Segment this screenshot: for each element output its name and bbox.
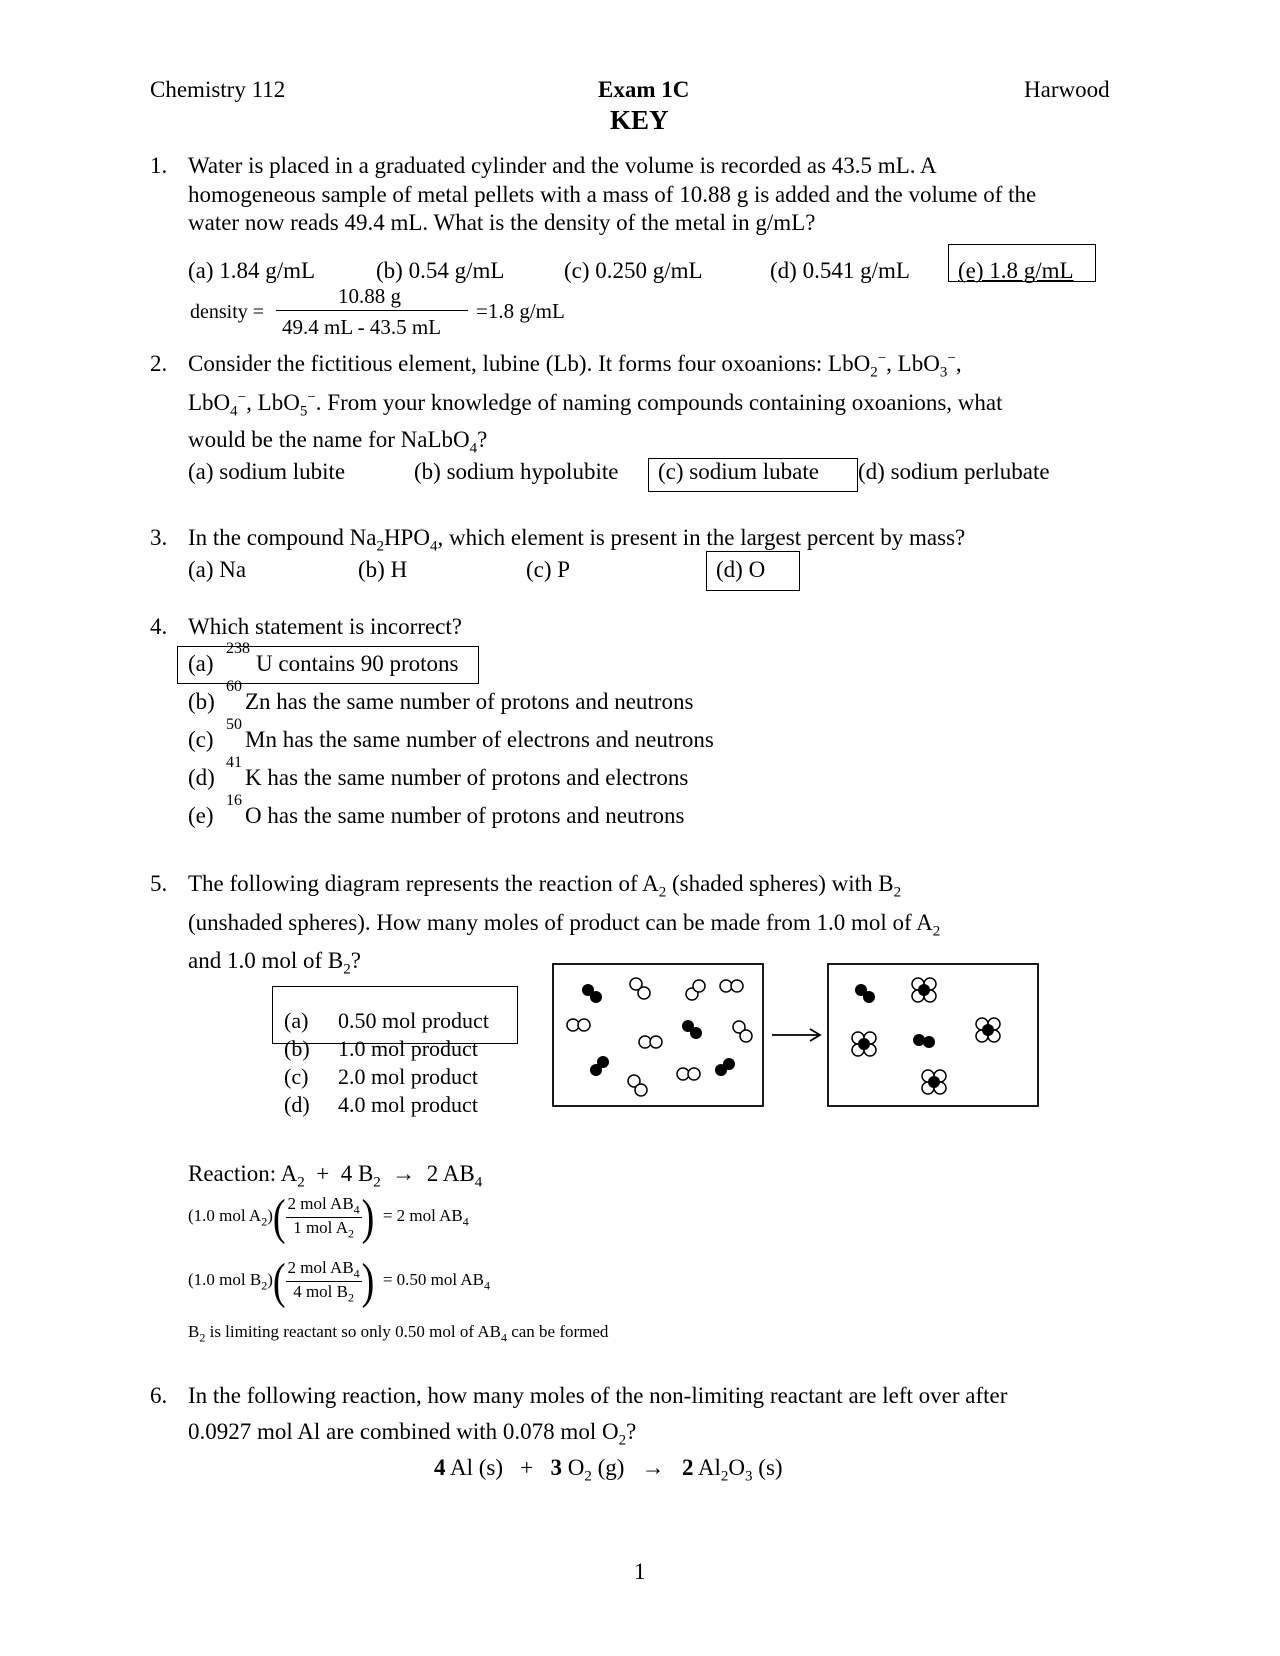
q3-choice-d: (d) O [716, 557, 766, 582]
q3-choice-a: (a) Na [188, 557, 247, 582]
q4-option-a-text: U contains 90 protons [256, 651, 459, 676]
q5-calc-1: (1.0 mol $A_2$)( $\frac{2 mol AB_4}{1 mol A_2}$ ) = 2 mol $AB_4$ [188, 1190, 469, 1246]
q5-conclusion: $B_2$ is limiting reactant so only 0.50 mol of $AB_4$ can be formed [188, 1322, 609, 1345]
q1-work-numerator: 10.88 g [338, 284, 401, 308]
q1-line-2: homogeneous sample of metal pellets with a mass of 10.88 g is added and the volume of the [188, 182, 1037, 207]
q5-calc-2: (1.0 mol $B_2$)( $\frac{2 mol AB_4}{4 mol B_2}$ ) = 0.50 mol $AB_4$ [188, 1254, 491, 1310]
q4-number: 4. [150, 614, 168, 639]
q4-option-b-label: (b) [188, 689, 215, 714]
q2-choice-d: (d) sodium perlubate [858, 459, 1050, 484]
q4-option-e-mass: 16 [226, 792, 242, 809]
q5-line-1: The following diagram represents the reaction of $A_2$ (shaded spheres) with $B_2$ [188, 871, 902, 901]
exam-title: Exam 1C [598, 77, 690, 102]
q4-option-b-text: Zn has the same number of protons and neutrons [245, 689, 694, 714]
q5-number: 5. [150, 871, 168, 896]
q4-option-d-text: K has the same number of protons and electrons [245, 765, 689, 790]
q6-number: 6. [150, 1383, 168, 1408]
q2-choice-a: (a) sodium lubite [188, 459, 346, 484]
q6-line-2: 0.0927 mol Al are combined with 0.078 mol $O_2$? [188, 1419, 637, 1449]
q3-line-1: In the compound $Na_2HPO_4$, which element is present in the largest percent by mass? [188, 525, 966, 555]
q5-line-2: (unshaded spheres). How many moles of product can be made from 1.0 mol of $A_2$ [188, 910, 941, 940]
q5-option-c-label: (c) [284, 1064, 309, 1089]
q5-line-3: and 1.0 mol of $B_2$? [188, 948, 361, 978]
q1-choice-a: (a) 1.84 g/mL [188, 258, 316, 283]
q3-number: 3. [150, 525, 168, 550]
q2-line-2: LbO$_4$−, LbO$_5$−. From your knowledge of naming compounds containing oxoanions, what [188, 389, 1003, 420]
q1-number: 1. [150, 153, 168, 178]
q3-choice-c: (c) P [526, 557, 571, 582]
q4-option-a-mass: 238 [226, 640, 250, 657]
q5-option-b-label: (b) [284, 1036, 310, 1061]
q4-option-c-label: (c) [188, 727, 214, 752]
q5-option-a-text: 0.50 mol product [338, 1008, 489, 1033]
q1-work-label: density = [190, 301, 265, 323]
key-title: KEY [610, 105, 669, 135]
q5-option-d-label: (d) [284, 1092, 310, 1117]
q4-option-e-label: (e) [188, 803, 214, 828]
q3-choice-b: (b) H [358, 557, 408, 582]
q4-option-e-text: O has the same number of protons and neutrons [245, 803, 685, 828]
q1-work-result: =1.8 g/mL [476, 299, 565, 323]
q1-line-1: Water is placed in a graduated cylinder and the volume is recorded as 43.5 mL. A [188, 153, 937, 178]
q5-option-d-text: 4.0 mol product [338, 1092, 478, 1117]
q1-choice-c: (c) 0.250 g/mL [564, 258, 703, 283]
q1-choice-d: (d) 0.541 g/mL [770, 258, 910, 283]
q4-option-d-label: (d) [188, 765, 215, 790]
page-number: 1 [634, 1559, 646, 1584]
q6-equation: 4 Al (s) + 3 $O_2$ (g) → 2 $Al_2O_3$ (s) [434, 1455, 783, 1485]
q4-option-d-mass: 41 [226, 754, 242, 771]
q2-line-3: would be the name for NaLbO$_4$? [188, 427, 488, 457]
q1-line-3: water now reads 49.4 mL. What is the density of the metal in g/mL? [188, 210, 816, 235]
q2-line-1: Consider the fictitious element, lubine (Lb). It forms four oxoanions: LbO$_2$−, LbO$_3$−, [188, 350, 962, 381]
q4-option-c-mass: 50 [226, 716, 242, 733]
q2-number: 2. [150, 351, 168, 376]
q1-choice-b: (b) 0.54 g/mL [376, 258, 505, 283]
q1-fraction-bar [276, 310, 468, 311]
q1-work-denominator: 49.4 mL - 43.5 mL [282, 315, 442, 339]
q6-line-1: In the following reaction, how many moles of the non-limiting reactant are left over after [188, 1383, 1008, 1408]
q4-option-c-text: Mn has the same number of electrons and neutrons [245, 727, 714, 752]
q1-choice-e: (e) 1.8 g/mL [958, 258, 1074, 283]
q5-reaction-equation: Reaction: $A_2 + 4$ $B_2 \to 2$ $AB_4$ [188, 1161, 483, 1191]
q2-choice-c: (c) sodium lubate [658, 459, 819, 484]
q4-stem: Which statement is incorrect? [188, 614, 462, 639]
q4-option-a-label: (a) [188, 651, 214, 676]
q5-option-b-text: 1.0 mol product [338, 1036, 478, 1061]
q2-choice-b: (b) sodium hypolubite [414, 459, 619, 484]
instructor-name: Harwood [1024, 77, 1110, 102]
q5-option-c-text: 2.0 mol product [338, 1064, 478, 1089]
q5-option-a-label: (a) [284, 1008, 309, 1033]
reaction-diagram [550, 962, 1050, 1112]
q4-option-b-mass: 60 [226, 678, 242, 695]
course-title: Chemistry 112 [150, 77, 286, 102]
